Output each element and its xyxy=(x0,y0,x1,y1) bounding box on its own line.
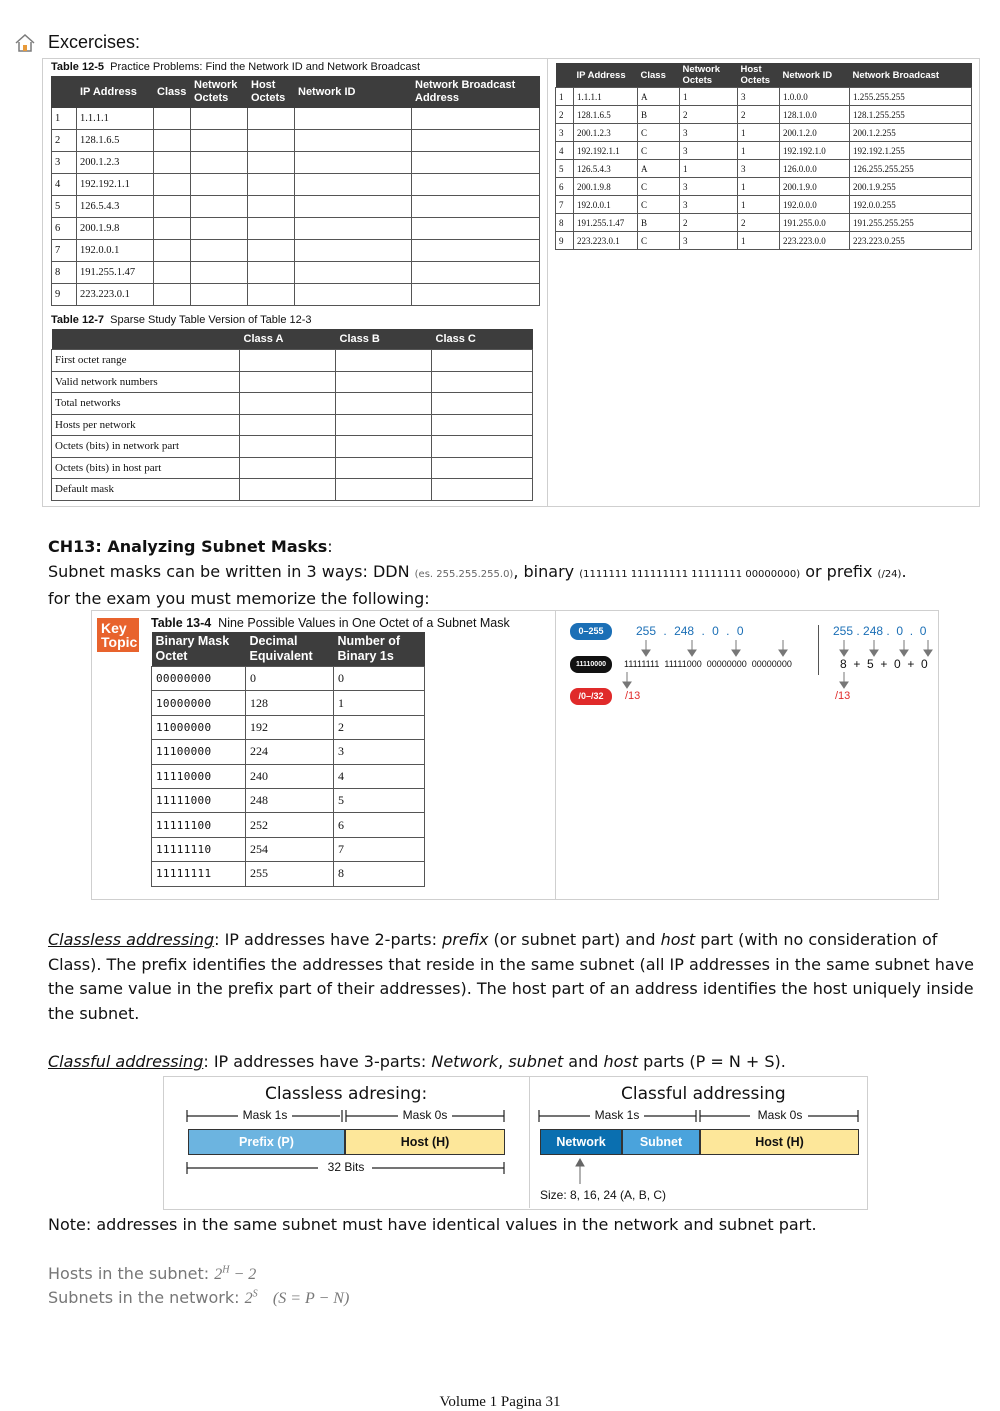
empty-cell xyxy=(154,262,191,284)
ip-address-cell: 192.0.0.1 xyxy=(77,240,154,262)
ones-count-cell: 7 xyxy=(334,837,425,861)
ddn-badge: 0–255 xyxy=(570,623,612,640)
ch13-title: CH13: Analyzing Subnet Masks xyxy=(48,537,328,556)
decimal-cell: 254 xyxy=(246,837,334,861)
row-number: 9 xyxy=(52,284,77,306)
ch13-line2: for the exam you must memorize the following: xyxy=(48,589,430,608)
table-cell: 7 xyxy=(556,196,574,214)
empty-cell xyxy=(412,262,540,284)
empty-cell xyxy=(295,196,412,218)
table-12-5 xyxy=(51,76,540,306)
table-cell: 1 xyxy=(738,232,780,250)
table-row xyxy=(52,196,540,218)
row-number: 7 xyxy=(52,240,77,262)
right-prefix: /13 xyxy=(835,690,851,702)
row-label: Total networks xyxy=(52,393,240,415)
decimal-cell: 255 xyxy=(246,862,334,886)
empty-cell xyxy=(336,414,432,436)
empty-cell xyxy=(432,479,533,501)
col-broadcast: Network Broadcast Address xyxy=(412,77,540,108)
table-row xyxy=(152,667,425,691)
empty-cell xyxy=(412,196,540,218)
table-cell: 2 xyxy=(738,214,780,232)
table-cell: A xyxy=(638,160,680,178)
table-row xyxy=(52,262,540,284)
table-cell: 1.255.255.255 xyxy=(850,88,972,106)
classful-mask1s-label: Mask 1s xyxy=(594,1108,640,1122)
empty-cell xyxy=(295,240,412,262)
empty-cell xyxy=(154,240,191,262)
ip-address-cell: 200.1.2.3 xyxy=(77,152,154,174)
table-cell: 1 xyxy=(738,196,780,214)
empty-cell xyxy=(240,479,336,501)
table-cell: 1 xyxy=(738,178,780,196)
table-cell: 200.1.9.255 xyxy=(850,178,972,196)
empty-cell xyxy=(432,436,533,458)
binary-badge: 11110000 xyxy=(570,656,612,673)
binary-mask-cell: 10000000 xyxy=(152,691,246,715)
empty-cell xyxy=(432,393,533,415)
table-cell: C xyxy=(638,178,680,196)
empty-cell xyxy=(248,196,295,218)
empty-cell xyxy=(432,457,533,479)
table-cell: C xyxy=(638,124,680,142)
empty-cell xyxy=(248,152,295,174)
table-row xyxy=(52,414,533,436)
row-number: 1 xyxy=(52,108,77,130)
classless-mask0s-label: Mask 0s xyxy=(402,1108,448,1122)
row-number: 2 xyxy=(52,130,77,152)
table-cell: 223.223.0.0 xyxy=(780,232,850,250)
table-row xyxy=(52,108,540,130)
table-row xyxy=(556,88,972,106)
table-row xyxy=(152,764,425,788)
table-cell: 1.1.1.1 xyxy=(574,88,638,106)
table-cell: 191.255.1.47 xyxy=(574,214,638,232)
table-row xyxy=(556,196,972,214)
empty-cell xyxy=(240,436,336,458)
table-cell: 200.1.2.0 xyxy=(780,124,850,142)
empty-cell xyxy=(248,108,295,130)
table-12-7: Class A Class B Class C First octet range Valid network numbers Total networks Hosts per network Octets (bits) in network part Octets (bits) in host part Default mask xyxy=(51,329,533,501)
hosts-formula: Hosts in the subnet: $2^H - 2$ xyxy=(48,1264,257,1283)
empty-cell xyxy=(240,350,336,372)
table-cell: 1.0.0.0 xyxy=(780,88,850,106)
decimal-cell: 128 xyxy=(246,691,334,715)
ch13-line1: Subnet masks can be written in 3 ways: DDN (es. 255.255.255.0), binary (1111111 111111111 11111111 00000000) or prefix (/24). xyxy=(48,561,907,581)
empty-cell xyxy=(432,350,533,372)
table-cell: 1 xyxy=(680,88,738,106)
table-13-4-caption: Table 13-4 Nine Possible Values in One Octet of a Subnet Mask xyxy=(151,616,510,630)
row-number: 5 xyxy=(52,196,77,218)
table-cell: 192.0.0.0 xyxy=(780,196,850,214)
table-cell: 200.1.2.255 xyxy=(850,124,972,142)
binary-mask-cell: 11100000 xyxy=(152,740,246,764)
empty-cell xyxy=(295,262,412,284)
empty-cell xyxy=(295,218,412,240)
binary-mask-cell: 11110000 xyxy=(152,764,246,788)
ip-address-cell: 223.223.0.1 xyxy=(77,284,154,306)
table-row xyxy=(556,178,972,196)
empty-cell xyxy=(191,218,248,240)
home-icon[interactable] xyxy=(14,33,36,53)
table-cell: 191.255.0.0 xyxy=(780,214,850,232)
table-cell: 1 xyxy=(738,142,780,160)
table-row xyxy=(152,788,425,812)
empty-cell xyxy=(248,262,295,284)
empty-cell xyxy=(248,130,295,152)
table-cell: 8 xyxy=(556,214,574,232)
empty-cell xyxy=(336,350,432,372)
ones-count-cell: 2 xyxy=(334,715,425,739)
right-sum: 8 + 5 + 0 + 0 xyxy=(840,657,928,671)
decimal-cell: 224 xyxy=(246,740,334,764)
ip-address-cell: 1.1.1.1 xyxy=(77,108,154,130)
col-network-id: Network ID xyxy=(295,77,412,108)
table-row xyxy=(52,479,533,501)
empty-cell xyxy=(191,196,248,218)
empty-cell xyxy=(432,371,533,393)
exercises-title: Excercises: xyxy=(48,32,141,52)
table-cell: B xyxy=(638,106,680,124)
empty-cell xyxy=(191,240,248,262)
network-bar: Network xyxy=(540,1129,622,1155)
row-label: Valid network numbers xyxy=(52,371,240,393)
table-cell: 126.5.4.3 xyxy=(574,160,638,178)
empty-cell xyxy=(336,479,432,501)
table-cell: 191.255.255.255 xyxy=(850,214,972,232)
table-cell: 3 xyxy=(680,232,738,250)
binary-mask-cell: 11111000 xyxy=(152,788,246,812)
table-cell: 3 xyxy=(680,142,738,160)
ones-count-cell: 0 xyxy=(334,667,425,691)
table-cell: 192.192.1.1 xyxy=(574,142,638,160)
ones-count-cell: 8 xyxy=(334,862,425,886)
empty-cell xyxy=(154,130,191,152)
empty-cell xyxy=(336,393,432,415)
binary-mask-cell: 11000000 xyxy=(152,715,246,739)
table-row xyxy=(52,240,540,262)
table-cell: 2 xyxy=(738,106,780,124)
classful-mask0s-label: Mask 0s xyxy=(757,1108,803,1122)
table-row xyxy=(556,160,972,178)
table-cell: 128.1.0.0 xyxy=(780,106,850,124)
table-row xyxy=(52,130,540,152)
col-network-octets: Network Octets xyxy=(191,77,248,108)
binary-mask-cell: 11111111 xyxy=(152,862,246,886)
row-number: 6 xyxy=(52,218,77,240)
empty-cell xyxy=(295,174,412,196)
right-ddn: 255 . 248 . 0 . 0 xyxy=(833,624,927,638)
binary-mask-cell: 11111110 xyxy=(152,837,246,861)
right-sum-arrow xyxy=(838,672,850,690)
decimal-cell: 252 xyxy=(246,813,334,837)
table-cell: 2 xyxy=(680,214,738,232)
size-label: Size: 8, 16, 24 (A, B, C) xyxy=(540,1188,667,1202)
row-number: 3 xyxy=(52,152,77,174)
classless-title: Classless adresing: xyxy=(265,1084,428,1104)
table-row xyxy=(52,436,533,458)
table-row xyxy=(52,218,540,240)
table-cell: 192.192.1.255 xyxy=(850,142,972,160)
table-cell: 126.255.255.255 xyxy=(850,160,972,178)
prefix-bar: Prefix (P) xyxy=(188,1129,345,1155)
table-cell: 223.223.0.255 xyxy=(850,232,972,250)
empty-cell xyxy=(154,108,191,130)
table-cell: 3 xyxy=(738,160,780,178)
empty-cell xyxy=(248,240,295,262)
table-cell: C xyxy=(638,232,680,250)
diagram-divider xyxy=(818,625,819,675)
table-row xyxy=(152,813,425,837)
table-row xyxy=(52,284,540,306)
col-ip: IP Address xyxy=(77,77,154,108)
table-cell: 1 xyxy=(738,124,780,142)
empty-cell xyxy=(412,152,540,174)
table-cell: B xyxy=(638,214,680,232)
ip-address-cell: 191.255.1.47 xyxy=(77,262,154,284)
table-cell: 192.0.0.1 xyxy=(574,196,638,214)
empty-cell xyxy=(248,218,295,240)
empty-cell xyxy=(191,284,248,306)
empty-cell xyxy=(336,436,432,458)
table-cell: 192.0.0.255 xyxy=(850,196,972,214)
row-label: Octets (bits) in network part xyxy=(52,436,240,458)
empty-cell xyxy=(154,196,191,218)
ip-address-cell: 192.192.1.1 xyxy=(77,174,154,196)
row-label: First octet range xyxy=(52,350,240,372)
row-number: 8 xyxy=(52,262,77,284)
col-class: Class xyxy=(154,77,191,108)
empty-cell xyxy=(295,284,412,306)
empty-cell xyxy=(412,284,540,306)
ones-count-cell: 1 xyxy=(334,691,425,715)
table-row xyxy=(52,350,533,372)
classless-mask-lines xyxy=(186,1108,508,1124)
table-row xyxy=(556,124,972,142)
empty-cell xyxy=(248,174,295,196)
right-ddn-arrows xyxy=(838,640,938,658)
binary-value: 11111111 11111000 00000000 00000000 xyxy=(624,659,792,669)
table-cell: 126.0.0.0 xyxy=(780,160,850,178)
decimal-cell: 192 xyxy=(246,715,334,739)
table-row xyxy=(52,152,540,174)
table-row xyxy=(556,214,972,232)
table-cell: 3 xyxy=(738,88,780,106)
classless-mask1s-label: Mask 1s xyxy=(242,1108,288,1122)
table-cell: 3 xyxy=(680,196,738,214)
row-label: Hosts per network xyxy=(52,414,240,436)
table-cell: 2 xyxy=(556,106,574,124)
subnet-bar: Subnet xyxy=(622,1129,700,1155)
diagram-divider-vertical xyxy=(529,1077,530,1208)
table-cell: 2 xyxy=(680,106,738,124)
table-cell: 5 xyxy=(556,160,574,178)
table-row xyxy=(52,174,540,196)
empty-cell xyxy=(412,108,540,130)
row-number: 4 xyxy=(52,174,77,196)
table-cell: 3 xyxy=(680,124,738,142)
table-row xyxy=(52,457,533,479)
decimal-cell: 248 xyxy=(246,788,334,812)
empty-cell xyxy=(191,174,248,196)
decimal-cell: 0 xyxy=(246,667,334,691)
table-cell: 4 xyxy=(556,142,574,160)
table-row xyxy=(556,106,972,124)
ones-count-cell: 5 xyxy=(334,788,425,812)
ip-address-cell: 200.1.9.8 xyxy=(77,218,154,240)
empty-cell xyxy=(248,284,295,306)
table-row xyxy=(52,393,533,415)
decimal-cell: 240 xyxy=(246,764,334,788)
ones-count-cell: 3 xyxy=(334,740,425,764)
table-cell: 9 xyxy=(556,232,574,250)
empty-cell xyxy=(154,218,191,240)
empty-cell xyxy=(191,152,248,174)
table-cell: 1 xyxy=(680,160,738,178)
row-label: Octets (bits) in host part xyxy=(52,457,240,479)
binary-arrow xyxy=(622,672,634,690)
empty-cell xyxy=(412,218,540,240)
ip-address-cell: 126.5.4.3 xyxy=(77,196,154,218)
table-cell: 200.1.9.0 xyxy=(780,178,850,196)
empty-cell xyxy=(154,152,191,174)
classless-paragraph: Classless addressing: IP addresses have 2-parts: prefix (or subnet part) and host part (with no consideration of Class). The prefix identifies the addresses that reside in the same subnet (all IP addresses in the same subnet have the same value in the prefix part of their addresses). The host part of an address identifies the host uniquely inside the subnet. xyxy=(48,930,974,1023)
prefix-badge: /0–/32 xyxy=(570,688,612,705)
table-row xyxy=(556,142,972,160)
empty-cell xyxy=(412,130,540,152)
table-cell: A xyxy=(638,88,680,106)
table-row xyxy=(556,232,972,250)
ones-count-cell: 4 xyxy=(334,764,425,788)
table-row xyxy=(152,691,425,715)
empty-cell xyxy=(295,152,412,174)
empty-cell xyxy=(191,108,248,130)
table-row xyxy=(52,371,533,393)
classful-title: Classful addressing xyxy=(621,1084,786,1104)
host-bar: Host (H) xyxy=(345,1129,505,1155)
ip-address-cell: 128.1.6.5 xyxy=(77,130,154,152)
binary-mask-cell: 11111100 xyxy=(152,813,246,837)
note-text: Note: addresses in the same subnet must have identical values in the network and subnet part. xyxy=(48,1215,817,1234)
empty-cell xyxy=(295,108,412,130)
table-row xyxy=(152,740,425,764)
table-13-4: Binary Mask Octet Decimal Equivalent Number of Binary 1s 00000000 0 0 10000000 128 1 11000000 192 2 11100000 224 3 11110000 240 4 11111000 248 5 11111100 252 6 11111110 254 7 11111111 255 8 xyxy=(151,632,425,887)
binary-mask-cell: 00000000 xyxy=(152,667,246,691)
ones-count-cell: 6 xyxy=(334,813,425,837)
table-cell: 128.1.6.5 xyxy=(574,106,638,124)
bits-label: 32 Bits xyxy=(327,1160,365,1174)
empty-cell xyxy=(240,393,336,415)
ddn-arrows xyxy=(636,640,796,658)
ddn-value: 255 . 248 . 0 . 0 xyxy=(636,624,744,638)
empty-cell xyxy=(336,371,432,393)
empty-cell xyxy=(412,240,540,262)
table-cell: 3 xyxy=(556,124,574,142)
table-12-5-caption: Table 12-5 Practice Problems: Find the Network ID and Network Broadcast xyxy=(51,61,421,73)
answers-table: IP Address Class Network Octets Host Octets Network ID Network Broadcast 1 1.1.1.1 A 1 3 1.0.0.0 1.255.255.255 2 128.1.6.5 B 2 2 128.1.0.0 128.1.255.255 3 200.1.2.3 C 3 1 200.1.2.0 200.1.2.255 4 192.192.1.1 C 3 1 192.192.1.0 192.192.1.255 5 126.5.4.3 A 1 3 126.0.0.0 126.255.255.255 6 200.1.9.8 C 3 1 200.1.9.0 200.1.9.255 7 192.0.0.1 C 3 1 192.0.0.0 192.0.0.255 8 191.255.1.47 B 2 2 191.255.0.0 191.255.255.255 9 223.223.0.1 C 3 1 223.223.0.0 223.223.0.255 xyxy=(555,63,972,250)
prefix-value: /13 xyxy=(625,690,641,702)
table-cell: 3 xyxy=(680,178,738,196)
table-row xyxy=(152,715,425,739)
table-cell: 1 xyxy=(556,88,574,106)
key-topic-badge: Key Topic xyxy=(97,618,139,652)
classful-paragraph: Classful addressing: IP addresses have 3-parts: Network, subnet and host parts (P = N + S). xyxy=(48,1052,786,1071)
page-footer: Volume 1 Pagina 31 xyxy=(439,1394,561,1410)
ch13-section: CH13: Analyzing Subnet Masks: Subnet masks can be written in 3 ways: DDN (es. 255.255.255.0), binary (1111111 111111111 11111111 00000000) or prefix (/24). for the exam you must memorize the following: xyxy=(48,535,978,612)
empty-cell xyxy=(412,174,540,196)
row-label: Default mask xyxy=(52,479,240,501)
table-row xyxy=(152,862,425,886)
table-cell: C xyxy=(638,142,680,160)
classful-host-bar: Host (H) xyxy=(700,1129,859,1155)
col-host-octets: Host Octets xyxy=(248,77,295,108)
empty-cell xyxy=(432,414,533,436)
table-cell: 6 xyxy=(556,178,574,196)
table-cell: 223.223.0.1 xyxy=(574,232,638,250)
empty-cell xyxy=(154,284,191,306)
empty-cell xyxy=(240,457,336,479)
subnets-formula: Subnets in the network: $2^S$ (S = P − N) xyxy=(48,1288,350,1307)
empty-cell xyxy=(336,457,432,479)
empty-cell xyxy=(240,414,336,436)
table-row xyxy=(152,837,425,861)
empty-cell xyxy=(295,130,412,152)
empty-cell xyxy=(240,371,336,393)
table-cell: C xyxy=(638,196,680,214)
table-cell: 192.192.1.0 xyxy=(780,142,850,160)
empty-cell xyxy=(154,174,191,196)
classful-mask-lines xyxy=(538,1108,862,1124)
table-cell: 128.1.255.255 xyxy=(850,106,972,124)
empty-cell xyxy=(191,130,248,152)
size-arrow xyxy=(574,1158,586,1184)
table-12-7-caption: Table 12-7 Sparse Study Table Version of Table 12-3 xyxy=(51,314,312,326)
table-cell: 200.1.9.8 xyxy=(574,178,638,196)
empty-cell xyxy=(191,262,248,284)
table-cell: 200.1.2.3 xyxy=(574,124,638,142)
